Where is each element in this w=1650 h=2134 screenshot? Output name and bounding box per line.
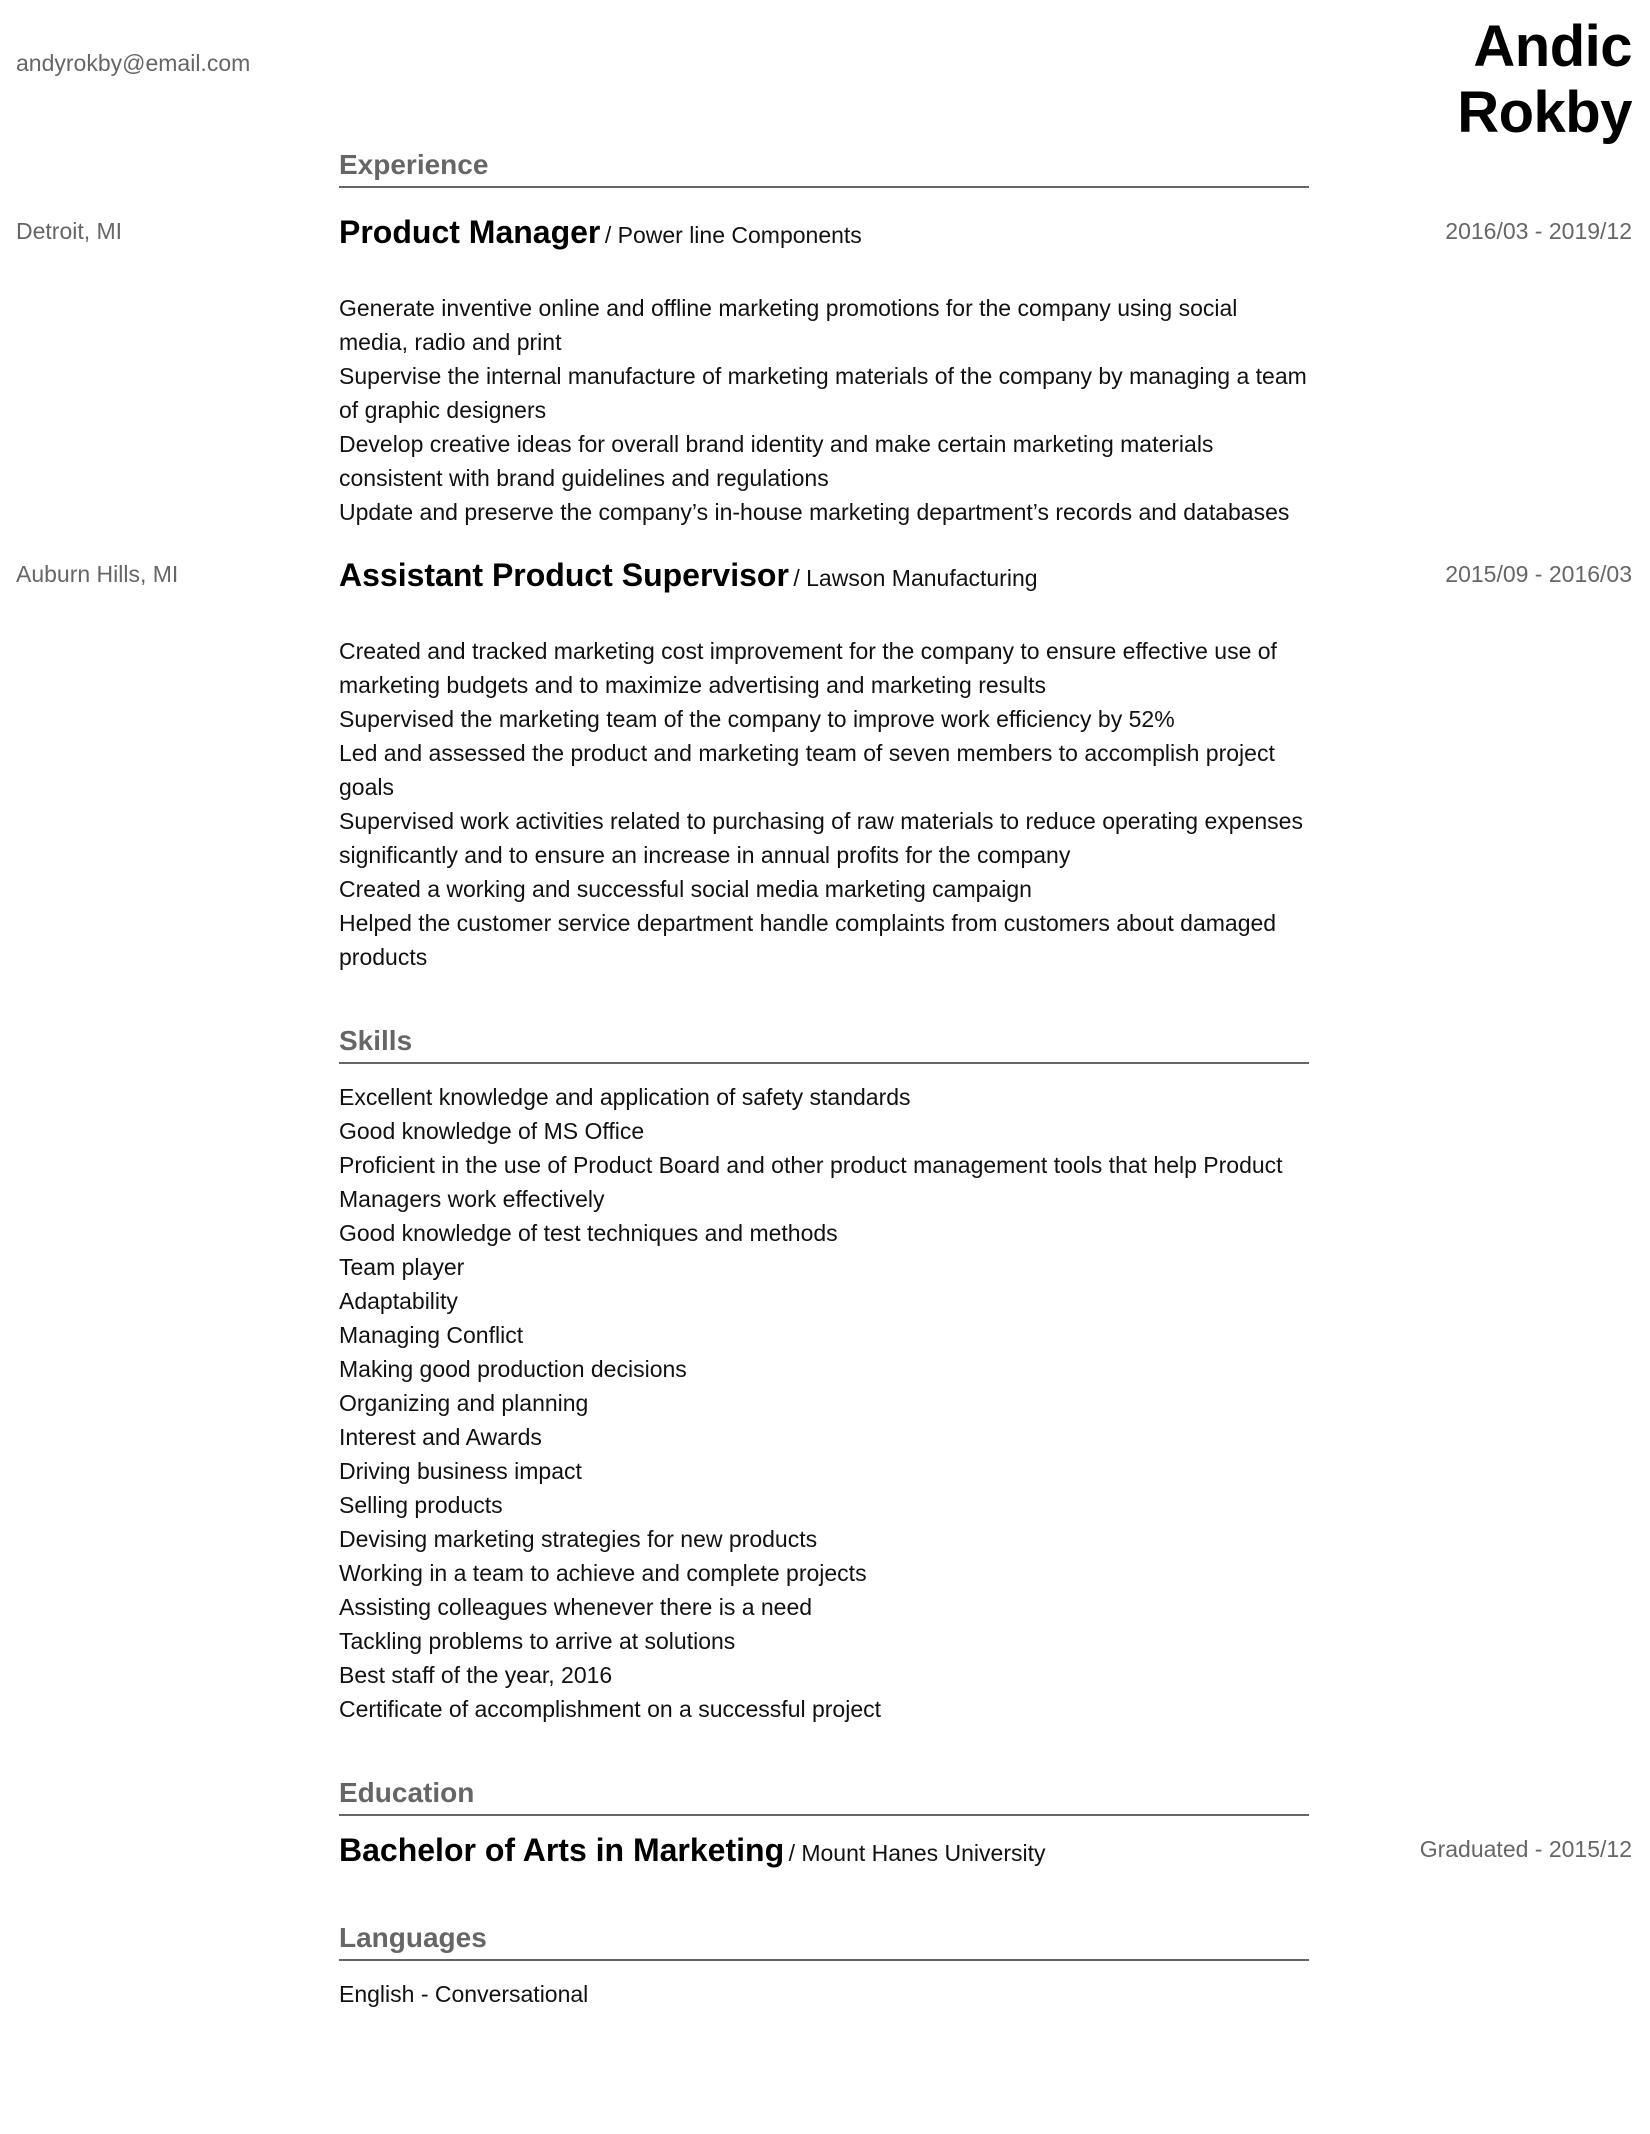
candidate-name xyxy=(1457,14,1632,146)
skill-item: Assisting colleagues whenever there is a need xyxy=(339,1594,813,1620)
education-dates: Graduated - 2015/12 xyxy=(1419,1836,1632,1862)
job-bullet: Created a working and successful social media marketing campaign xyxy=(339,876,1032,902)
language-item: English - Conversational xyxy=(339,1981,589,2007)
job-dates: 2016/03 - 2019/12 xyxy=(1445,218,1632,244)
job-bullet: Develop creative ideas for overall brand identity and make certain marketing materials consistent with brand guidelines and regulations xyxy=(339,431,1214,491)
job-bullet: Update and preserve the company’s in-house marketing department’s records and databases xyxy=(339,499,1290,525)
job-bullet: Led and assessed the product and marketing team of seven members to accomplish project goals xyxy=(339,740,1275,800)
skill-item: Adaptability xyxy=(339,1288,458,1314)
skill-item: Tackling problems to arrive at solutions xyxy=(339,1628,736,1654)
job-bullet: Generate inventive online and offline marketing promotions for the company using social media, radio and print xyxy=(339,295,1238,355)
resume-main xyxy=(16,148,1632,2011)
job-bullet: Helped the customer service department handle complaints from customers about damaged products xyxy=(339,910,1277,970)
skills-heading: Skills xyxy=(339,1024,1309,1064)
skill-item: Best staff of the year, 2016 xyxy=(339,1662,613,1688)
contact-email: andyrokby@email.com xyxy=(16,50,251,76)
job-location: Auburn Hills, MI xyxy=(16,561,179,587)
skill-item: Interest and Awards xyxy=(339,1424,542,1450)
job-location: Detroit, MI xyxy=(16,218,123,244)
languages-section xyxy=(339,1921,1309,2011)
job-company: / Power line Components xyxy=(604,222,862,248)
job-title: Assistant Product Supervisor xyxy=(339,557,789,593)
skill-item: Working in a team to achieve and complete projects xyxy=(339,1560,867,1586)
job-bullets xyxy=(339,634,1309,974)
languages-heading: Languages xyxy=(339,1921,1309,1961)
skills-list xyxy=(339,1080,1309,1726)
job-bullet: Created and tracked marketing cost improvement for the company to ensure effective use of marketing budgets and to maximize advertising and marketing results xyxy=(339,638,1277,698)
job-bullet: Supervise the internal manufacture of marketing materials of the company by managing a team of graphic designers xyxy=(339,363,1307,423)
skill-item: Driving business impact xyxy=(339,1458,582,1484)
skill-item: Managing Conflict xyxy=(339,1322,524,1348)
skill-item: Excellent knowledge and application of safety standards xyxy=(339,1084,911,1110)
skill-item: Good knowledge of MS Office xyxy=(339,1118,645,1144)
job-company: / Lawson Manufacturing xyxy=(793,565,1038,591)
education-section xyxy=(339,1776,1632,1877)
job-entry xyxy=(16,555,1632,974)
skill-item: Devising marketing strategies for new products xyxy=(339,1526,818,1552)
job-bullet: Supervised work activities related to purchasing of raw materials to reduce operating expenses significantly and to ensure an increase in annual profits for the company xyxy=(339,808,1303,868)
job-entry xyxy=(16,212,1632,529)
skill-item: Proficient in the use of Product Board and other product management tools that help Product Managers work effectively xyxy=(339,1152,1283,1212)
degree: Bachelor of Arts in Marketing xyxy=(339,1832,785,1868)
name-last: Rokby xyxy=(1457,80,1632,145)
experience-heading: Experience xyxy=(339,148,1309,188)
job-bullet: Supervised the marketing team of the company to improve work efficiency by 52% xyxy=(339,706,1175,732)
languages-list xyxy=(339,1977,1309,2011)
job-title: Product Manager xyxy=(339,214,601,250)
name-first: Andic xyxy=(1473,14,1632,79)
skills-section xyxy=(339,1024,1309,1726)
skill-item: Team player xyxy=(339,1254,465,1280)
education-entry xyxy=(339,1830,1632,1877)
skill-item: Organizing and planning xyxy=(339,1390,589,1416)
school: / Mount Hanes University xyxy=(788,1840,1046,1866)
skill-item: Selling products xyxy=(339,1492,503,1518)
job-bullets xyxy=(339,291,1309,529)
skill-item: Good knowledge of test techniques and methods xyxy=(339,1220,838,1246)
skill-item: Making good production decisions xyxy=(339,1356,687,1382)
skill-item: Certificate of accomplishment on a successful project xyxy=(339,1696,882,1722)
education-heading: Education xyxy=(339,1776,1309,1816)
job-dates: 2015/09 - 2016/03 xyxy=(1445,561,1632,587)
